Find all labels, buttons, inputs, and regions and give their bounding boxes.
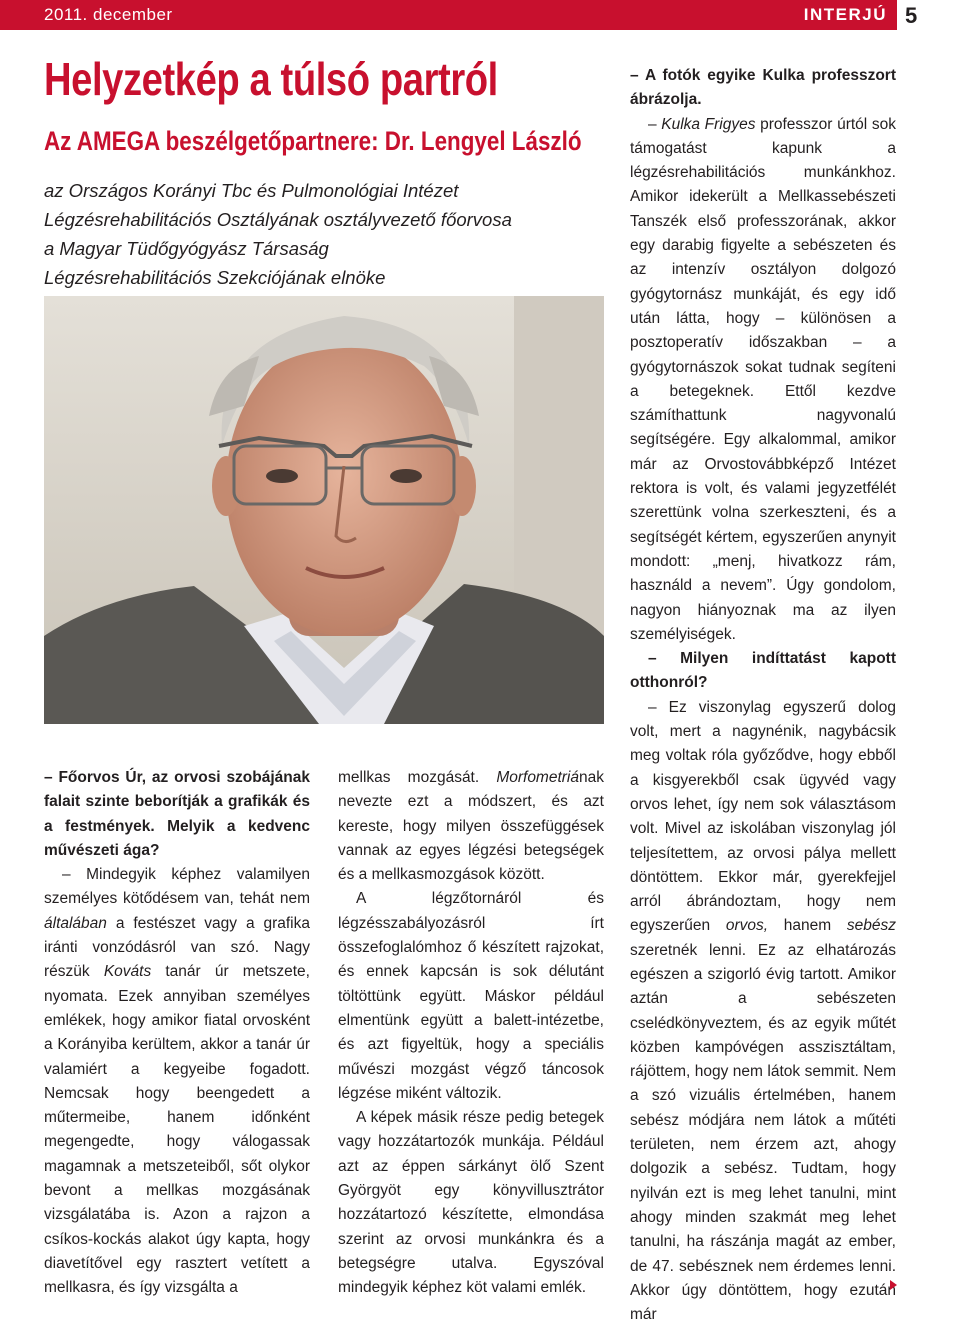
- article-title: Helyzetkép a túlsó partról: [44, 53, 498, 105]
- page-header: [0, 0, 960, 32]
- column-2: [338, 766, 604, 1301]
- answer-2: [630, 113, 896, 648]
- answer-text: –: [648, 115, 662, 133]
- affiliation-line: Légzésrehabilitációs Szekciójának elnöke: [44, 267, 386, 288]
- affiliation-line: Légzésrehabilitációs Osztályának osztályvezető főorvosa: [44, 209, 512, 230]
- answer-3: [630, 696, 896, 1327]
- question-3: – Milyen indíttatást kapott otthonról?: [630, 650, 896, 692]
- emphasis-text: orvos,: [725, 917, 769, 935]
- emphasis-text: sebész: [846, 917, 896, 935]
- continue-arrow-icon: [890, 1280, 897, 1290]
- emphasis-text: Kováts: [103, 963, 152, 981]
- answer-text: a festészet vagy a grafika iránti vonzódásról van szó. Nagy részük: [44, 914, 310, 981]
- paragraph: A légzőtornáról és légzésszabályozásról írt összefoglalómhoz ő készített rajzokat, és ennek kapcsán is sok délutánt töltöttünk együtt. Máskor például elmentünk együtt a balett-intézetbe, és azt figyeltük, hogy a speciális művészi mozgást végző táncosok légzése miként változik.: [338, 890, 604, 1102]
- paragraph: A képek másik része pedig betegek vagy hozzátartozók munkája. Például azt az éppen sárkányt ölő Szent Györgyöt egy könyvillusztrátor hozzátartozó készítette, elmondása szerint az orvosi munkánkra és a betegségre utalva. Egyszóval mindegyik képhez köt valami emlék.: [338, 1109, 604, 1297]
- affiliation: [44, 176, 604, 292]
- answer-text: hanem: [768, 917, 847, 935]
- paragraph-text: nak nevezte ezt a módszert, és azt kereste, hogy milyen összefüggések vannak az egyes légzési betegségek és a mellkasmozgások között.: [338, 769, 604, 884]
- answer-1: [44, 863, 310, 1300]
- section-label: INTERJÚ: [803, 5, 887, 24]
- article-subtitle: Az AMEGA beszélgetőpartnere: Dr. Lengyel László: [44, 126, 582, 156]
- affiliation-line: a Magyar Tüdőgyógyász Társaság: [44, 238, 329, 259]
- affiliation-line: az Országos Korányi Tbc és Pulmonológiai Intézet: [44, 180, 459, 201]
- emphasis-text: általában: [44, 914, 107, 932]
- answer-text: professzor úrtól sok támogatást kapunk a légzésrehabilitációs munkánkhoz. Amikor idekerült a Mellkassebészeti Tanszék első professzorának, akkor egy darabig figyelte a sebészeten és az intenzív osztályon dolgozó gyógytornász munkáját, és egy idő után látta, hogy – különösen a posztoperatív időszakban – a gyógytornászok sokat tudnak segíteni a betegeknek. Ettől kezdve számíthattunk nagyvonalú segítségére. Egy alkalommal, amikor már az Orvostovábbképző Intézet rektora is volt, és valami jegyzetfélét szerettünk volna szerkeszteni, és a segítségét kértem, egyszerűen anynyit mondott: „menj, hivatkozz rám, használd a nevem”. Úgy gondolom, nagyon hiányoznak ma az ilyen személyiségek.: [630, 115, 896, 643]
- emphasis-text: Kulka Frigyes: [661, 115, 756, 133]
- question-2: – A fotók egyike Kulka professzort ábrázolja.: [630, 67, 896, 109]
- paragraph-text: mellkas mozgását.: [338, 769, 497, 786]
- portrait-photo: [44, 296, 604, 724]
- emphasis-text: Morfometriá: [496, 769, 579, 786]
- answer-text: tanár úr metszete, nyomata. Ezek annyiban személyes emlékek, hogy amikor fiatal orvosként a Korányiba kerültem, akkor a tanár úr valamiért a kegyeibe fogadott. Nemcsak hogy beengedett a műtermeibe, hanem időnként megengedte, hogy válogassak magamnak a metszeteiből, sőt olykor bevont a mellkas mozgásának vizsgálatába is. Azon a rajzon a csíkos-kockás alakot úgy kapta, hogy diavetítővel egy rasztert vetített a mellkasra, és így vizsgálta a: [44, 963, 310, 1297]
- answer-text: – Ez viszonylag egyszerű dolog volt, mert a nagynénik, nagybácsik meg voltak róla győződve, hogy ebből a kisgyerekből csak ügyvéd vagy orvos lehet, így nem sok választásom volt. Mivel az iskolában viszonylag jól teljesítettem, az orvosi pálya mellett döntöttem. Ekkor már, gyerekfejjel arról ábrándoztam, hogy nem egyszerűen: [630, 698, 896, 935]
- column-1: [44, 766, 310, 1301]
- portrait-illustration: [44, 296, 604, 724]
- question-1: – Főorvos Úr, az orvosi szobájának falait szinte beborítják a grafikák és a festmények. Melyik a kedvenc művészeti ága?: [44, 769, 310, 859]
- answer-text: – Mindegyik képhez valamilyen személyes kötődésem van, tehát nem: [44, 866, 310, 908]
- page-number: 5: [905, 3, 918, 28]
- answer-text: szeretnék lenni. Ez az elhatározás egészen a szigorló évig tartott. Amikor aztán a sebészeten cselédkönyveztem, és az egyik műtét közben kampóvégen asszisztáltam, rájöttem, hogy nem látok semmit. Nem a szó vizuális értelmében, hanem sebész módjára nem látok a műtéti területen, nem érzem azt, ahogy dolgozik a sebész. Tudtam, hogy nyilván ezt is meg lehet tanulni, mint ahogy minden szakmát meg lehet tanulni, ha rászánja magát az ember, de 47. sebésznek nem érdemes lenni. Akkor úgy döntöttem, hogy ezután már: [630, 941, 896, 1324]
- column-3: [630, 64, 896, 1327]
- issue-date: 2011. december: [44, 5, 173, 24]
- paragraph: [338, 766, 604, 887]
